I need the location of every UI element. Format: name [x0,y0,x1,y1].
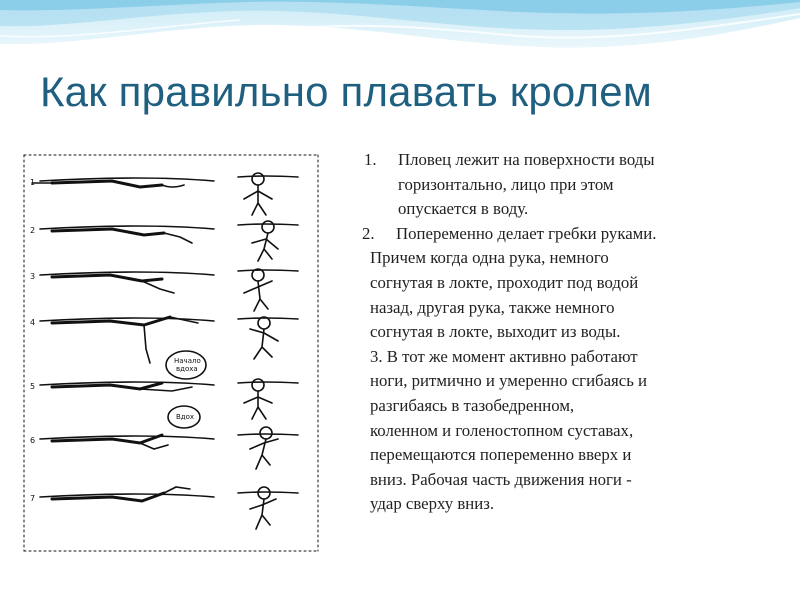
speech-bubble-text: Вдох [176,413,195,421]
water-wave-header [0,0,800,70]
list-item [362,222,742,517]
list-text: горизонтально, лицо при этом [398,174,614,194]
slide-title: Как правильно плавать кролем [40,68,652,115]
instructions [362,148,742,517]
paragraph-line: назад, другая рука, также немного [370,297,615,317]
list-text: Попеременно делает гребки руками. [396,223,657,243]
crawl-stroke-illustration [22,153,320,553]
list-number: 1. [364,150,377,169]
paragraph-line: разгибаясь в тазобедренном, [370,395,575,415]
row-number: 7 [30,494,36,503]
paragraph-line: коленном и голеностопном суставах, [370,420,634,440]
row-number: 2 [30,226,36,235]
speech-bubble-text: вдоха [176,365,198,373]
paragraph-line: удар сверху вниз. [370,494,495,514]
paragraph-line: 3. В тот же момент активно работают [370,346,638,366]
list-number: 2. [362,223,375,243]
list-text: опускается в воду. [398,199,529,219]
row-number: 1 [30,178,36,187]
list-item [362,148,742,222]
paragraph-line: вниз. Рабочая часть движения ноги - [370,469,632,489]
speech-bubble-text: Начало [174,357,201,365]
row-number: 5 [30,382,36,391]
list-text: Пловец лежит на поверхности воды [398,150,655,169]
paragraph-line: ноги, ритмично и умеренно сгибаясь и [370,371,648,391]
paragraph-line: согнутая в локте, выходит из воды. [370,322,621,342]
paragraph-line: Причем когда одна рука, немного [370,248,609,268]
row-number: 3 [30,272,36,281]
row-number: 6 [30,436,36,445]
paragraph-line: согнутая в локте, проходит под водой [370,272,639,292]
paragraph-line: перемещаются попеременно вверх и [370,445,632,465]
row-number: 4 [30,318,36,327]
